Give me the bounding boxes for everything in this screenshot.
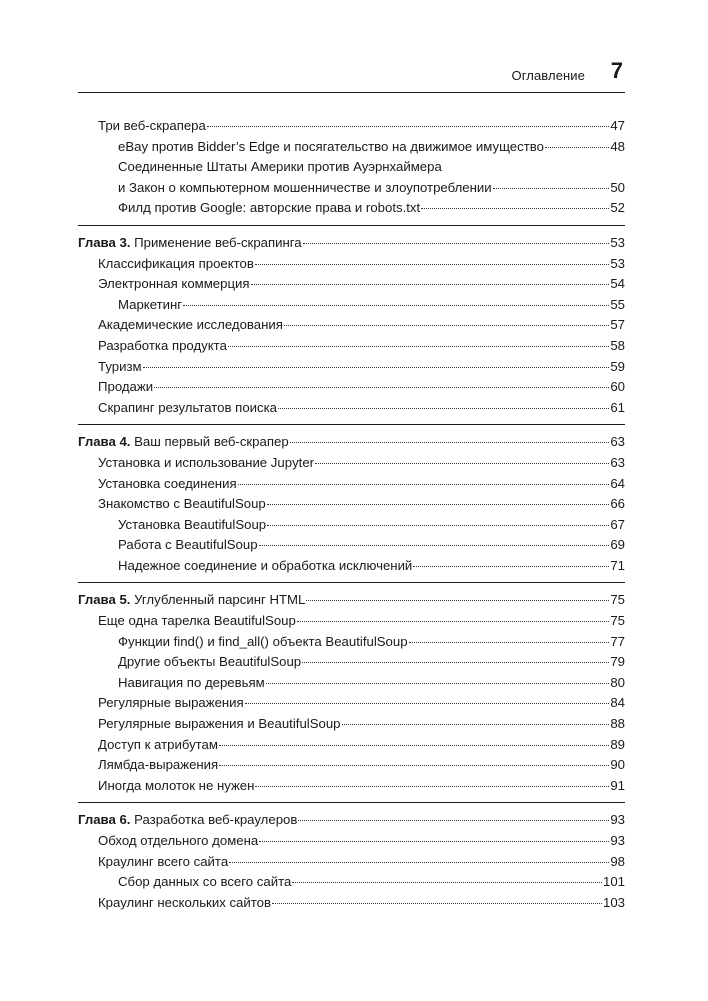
- toc-entry-label: Установка BeautifulSoup: [118, 516, 267, 532]
- toc-entry-page: 53: [610, 234, 625, 250]
- toc-entry-label-group: [98, 116, 206, 137]
- toc-entry-page: 75: [610, 592, 625, 608]
- toc-entry-page: 55: [610, 296, 625, 312]
- dot-leader: [278, 408, 609, 409]
- toc-entry-label: Разработка веб-краулеров: [130, 812, 298, 828]
- dot-leader: [493, 188, 610, 189]
- toc-entry-label-group: [118, 198, 420, 219]
- toc-entry-label: Функции find() и find_all() объекта BeautifulSoup: [118, 633, 408, 649]
- toc-entry-label: Знакомство с BeautifulSoup: [98, 496, 266, 512]
- toc-entry[interactable]: [78, 315, 625, 336]
- toc-entry-label-group: [98, 494, 266, 515]
- toc-entry-label-group: [118, 295, 182, 316]
- toc-entry-label-group: [98, 336, 227, 357]
- toc-entry[interactable]: [78, 632, 625, 653]
- toc-entry-label-group: [98, 315, 283, 336]
- toc-entry[interactable]: [78, 673, 625, 694]
- dot-leader: [413, 566, 609, 567]
- toc-entry-label-group: [98, 357, 142, 378]
- toc-entry-page: 75: [610, 613, 625, 629]
- dot-leader: [219, 745, 609, 746]
- toc-group: [78, 802, 625, 913]
- toc-entry-page: 101: [602, 874, 625, 890]
- dot-leader: [238, 484, 610, 485]
- toc-entry-label-group: [98, 453, 314, 474]
- dot-leader: [409, 642, 610, 643]
- table-of-contents: [78, 116, 625, 913]
- toc-entry[interactable]: [78, 872, 625, 893]
- toc-group: [78, 582, 625, 796]
- dot-leader: [266, 683, 610, 684]
- toc-entry-label: eBay против Bidder’s Edge и посягательство на движимое имущество: [118, 138, 544, 154]
- toc-entry[interactable]: [78, 652, 625, 673]
- toc-entry-label-group: [98, 893, 271, 914]
- toc-entry[interactable]: [78, 494, 625, 515]
- chapter-number: Глава 5.: [78, 592, 131, 608]
- dot-leader: [421, 208, 609, 209]
- toc-entry-label: Регулярные выражения и BeautifulSoup: [98, 716, 341, 732]
- toc-entry-label: Регулярные выражения: [98, 695, 244, 711]
- toc-entry-label: Еще одна тарелка BeautifulSoup: [98, 613, 296, 629]
- toc-entry-page: 77: [610, 633, 625, 649]
- toc-entry-label-line: Соединенные Штаты Америки против Ауэрнхаймера: [118, 159, 442, 175]
- toc-entry[interactable]: [78, 735, 625, 756]
- toc-entry-page: 93: [610, 812, 625, 828]
- toc-entry-page: 50: [610, 179, 625, 195]
- toc-entry-label-group: [78, 590, 305, 611]
- toc-entry-page: 48: [610, 138, 625, 154]
- toc-entry-page: 79: [610, 654, 625, 670]
- toc-entry[interactable]: [78, 398, 625, 419]
- toc-entry[interactable]: [78, 137, 625, 158]
- toc-entry[interactable]: [78, 295, 625, 316]
- dot-leader: [154, 387, 609, 388]
- toc-entry-label-group: [118, 673, 265, 694]
- dot-leader: [255, 264, 609, 265]
- toc-entry-page: 98: [610, 853, 625, 869]
- toc-entry-label: Установка и использование Jupyter: [98, 454, 315, 470]
- toc-entry-label: Другие объекты BeautifulSoup: [118, 654, 302, 670]
- dot-leader: [315, 463, 609, 464]
- chapter-number: Глава 4.: [78, 434, 131, 450]
- toc-entry-page: 60: [610, 379, 625, 395]
- toc-entry-label: и Закон о компьютерном мошенничестве и злоупотреблении: [118, 179, 492, 195]
- toc-entry-label: Академические исследования: [98, 317, 283, 333]
- toc-entry[interactable]: [78, 274, 625, 295]
- toc-entry-label-group: [98, 755, 218, 776]
- toc-entry-label-group: [98, 831, 258, 852]
- toc-entry[interactable]: [78, 336, 625, 357]
- toc-entry-label-group: [118, 632, 408, 653]
- toc-entry-page: 54: [610, 276, 625, 292]
- toc-entry-label-group: [98, 852, 228, 873]
- toc-entry-label-group: [98, 254, 254, 275]
- toc-entry-page: 63: [610, 434, 625, 450]
- toc-entry[interactable]: [78, 611, 625, 632]
- dot-leader: [298, 820, 609, 821]
- toc-entry-label-group: [78, 233, 302, 254]
- dot-leader: [292, 882, 602, 883]
- toc-entry-page: 57: [610, 317, 625, 333]
- dot-leader: [207, 126, 609, 127]
- dot-leader: [255, 786, 609, 787]
- toc-entry-label: Применение веб-скрапинга: [130, 234, 302, 250]
- dot-leader: [219, 765, 609, 766]
- toc-entry-label: Навигация по деревьям: [118, 674, 265, 690]
- toc-entry[interactable]: [78, 852, 625, 873]
- toc-entry[interactable]: [78, 556, 625, 577]
- dot-leader: [303, 243, 610, 244]
- toc-entry-label: Маркетинг: [118, 296, 183, 312]
- toc-entry-label-group: [118, 535, 258, 556]
- toc-entry-label: Ваш первый веб-скрапер: [130, 434, 289, 450]
- toc-entry-label: Продажи: [98, 379, 154, 395]
- dot-leader: [290, 442, 610, 443]
- toc-entry[interactable]: [78, 453, 625, 474]
- toc-entry-label: Краулинг нескольких сайтов: [98, 894, 271, 910]
- toc-entry[interactable]: [78, 254, 625, 275]
- toc-entry-page: 80: [610, 674, 625, 690]
- toc-entry-label: Иногда молоток не нужен: [98, 777, 255, 793]
- toc-entry-label: Электронная коммерция: [98, 276, 250, 292]
- toc-entry-label-group: [98, 776, 254, 797]
- toc-entry-label-group: [118, 652, 301, 673]
- dot-leader: [245, 703, 610, 704]
- toc-entry-label-group: [98, 274, 250, 295]
- toc-entry[interactable]: [78, 377, 625, 398]
- dot-leader: [259, 841, 609, 842]
- toc-entry-page: 91: [610, 777, 625, 793]
- dot-leader: [297, 621, 609, 622]
- toc-entry[interactable]: [78, 474, 625, 495]
- toc-entry[interactable]: [78, 515, 625, 536]
- toc-group: [78, 424, 625, 576]
- dot-leader: [267, 525, 609, 526]
- dot-leader: [272, 903, 602, 904]
- toc-entry-label-group: [118, 556, 412, 577]
- toc-entry-label-group: [98, 693, 244, 714]
- page-number: 7: [610, 58, 623, 83]
- toc-entry-label-group: [118, 872, 291, 893]
- toc-entry-label-group: [98, 377, 153, 398]
- toc-entry-page: 67: [610, 516, 625, 532]
- toc-entry-label: Туризм: [98, 358, 142, 374]
- toc-entry-page: 61: [610, 399, 625, 415]
- toc-entry-page: 84: [610, 695, 625, 711]
- toc-group: [78, 225, 625, 418]
- toc-entry-label-group: [98, 714, 341, 735]
- toc-entry-page: 103: [602, 894, 625, 910]
- toc-entry-label-group: [98, 474, 237, 495]
- toc-entry-label: Углубленный парсинг HTML: [130, 592, 306, 608]
- toc-entry-page: 63: [610, 454, 625, 470]
- dot-leader: [251, 284, 610, 285]
- header-rule: [78, 92, 625, 93]
- toc-entry-page: 69: [610, 537, 625, 553]
- dot-leader: [342, 724, 610, 725]
- toc-entry-label-group: [98, 735, 218, 756]
- dot-leader: [228, 346, 609, 347]
- dot-leader: [267, 504, 610, 505]
- toc-entry-label-group: [118, 137, 544, 158]
- toc-entry[interactable]: [78, 116, 625, 137]
- toc-entry-label: Скрапинг результатов поиска: [98, 399, 278, 415]
- chapter-divider: [78, 225, 625, 226]
- toc-entry[interactable]: [78, 157, 625, 198]
- chapter-number: Глава 6.: [78, 812, 131, 828]
- toc-entry-page: 90: [610, 757, 625, 773]
- toc-entry-label: Сбор данных со всего сайта: [118, 874, 292, 890]
- toc-entry[interactable]: [78, 198, 625, 219]
- toc-chapter-entry[interactable]: [78, 590, 625, 611]
- dot-leader: [183, 305, 609, 306]
- toc-entry-label: Три веб-скрапера: [98, 118, 206, 133]
- toc-entry[interactable]: [78, 755, 625, 776]
- toc-entry-label: Разработка продукта: [98, 337, 227, 353]
- dot-leader: [302, 662, 609, 663]
- dot-leader: [545, 147, 609, 148]
- toc-entry-label: Филд против Google: авторские права и robots.txt: [118, 200, 421, 216]
- toc-chapter-entry[interactable]: [78, 233, 625, 254]
- toc-entry[interactable]: [78, 693, 625, 714]
- dot-leader: [259, 545, 610, 546]
- toc-entry-page: 53: [610, 255, 625, 271]
- toc-entry[interactable]: [78, 357, 625, 378]
- toc-entry-label: Обход отдельного домена: [98, 833, 259, 848]
- toc-entry-page: 71: [610, 557, 625, 573]
- dot-leader: [284, 325, 609, 326]
- toc-entry-page: 66: [610, 496, 625, 512]
- running-header-title: Оглавление: [511, 68, 585, 83]
- toc-entry[interactable]: [78, 535, 625, 556]
- dot-leader: [306, 600, 609, 601]
- toc-entry-label-group: [98, 398, 277, 419]
- toc-entry-page: 58: [610, 337, 625, 353]
- chapter-number: Глава 3.: [78, 234, 131, 250]
- chapter-divider: [78, 424, 625, 425]
- toc-entry-label-group: [78, 432, 289, 453]
- toc-entry-page: 47: [610, 118, 625, 133]
- toc-entry-page: 64: [610, 475, 625, 491]
- toc-entry-page: 89: [610, 736, 625, 752]
- toc-entry[interactable]: [78, 831, 625, 852]
- toc-entry-label-group: [78, 810, 297, 831]
- toc-entry-label: Доступ к атрибутам: [98, 736, 218, 752]
- toc-entry-page: 93: [610, 833, 625, 848]
- toc-entry-page: 52: [610, 200, 625, 216]
- toc-entry-page: 59: [610, 358, 625, 374]
- toc-entry-label: Работа с BeautifulSoup: [118, 537, 258, 553]
- dot-leader: [143, 367, 610, 368]
- toc-entry-page: 88: [610, 716, 625, 732]
- toc-chapter-entry[interactable]: [78, 810, 625, 831]
- toc-chapter-entry[interactable]: [78, 432, 625, 453]
- toc-entry-label: Лямбда-выражения: [98, 757, 219, 773]
- running-header: [78, 58, 625, 88]
- toc-entry-label: Установка соединения: [98, 475, 237, 491]
- toc-entry[interactable]: [78, 893, 625, 914]
- toc-entry-label: Надежное соединение и обработка исключений: [118, 557, 413, 573]
- chapter-divider: [78, 802, 625, 803]
- toc-entry[interactable]: [78, 714, 625, 735]
- toc-entry-label: Классификация проектов: [98, 255, 254, 271]
- toc-entry-label: Краулинг всего сайта: [98, 853, 229, 869]
- toc-entry-label-group: [98, 611, 296, 632]
- toc-group: [78, 116, 625, 219]
- toc-entry[interactable]: [78, 776, 625, 797]
- toc-entry-label-group: [118, 515, 266, 536]
- dot-leader: [229, 862, 609, 863]
- chapter-divider: [78, 582, 625, 583]
